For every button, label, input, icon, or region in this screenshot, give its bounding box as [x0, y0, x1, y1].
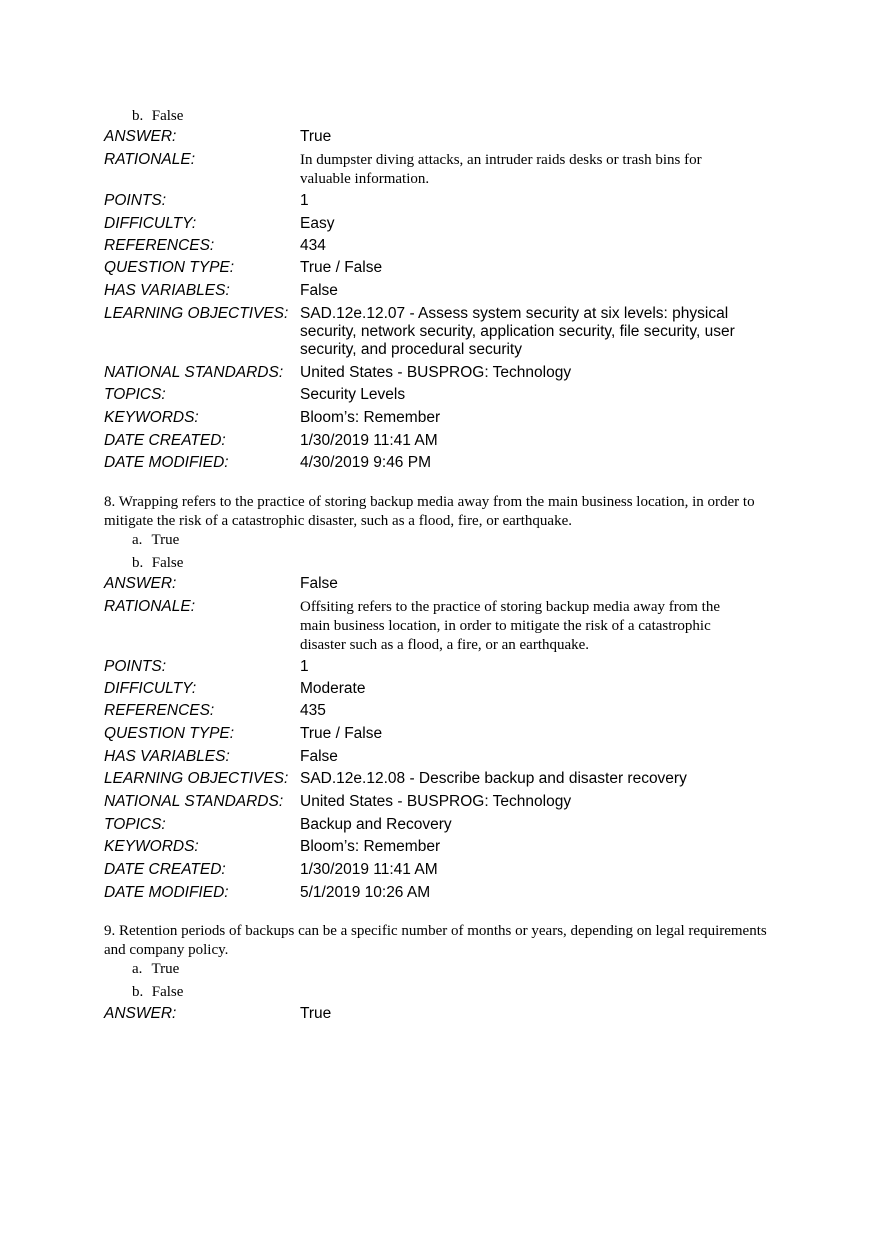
references-value: 434 [300, 237, 326, 254]
national-standards-value: United States - BUSPROG: Technology [300, 364, 572, 381]
keywords-label: KEYWORDS: [104, 409, 199, 426]
date-created-label: DATE CREATED: [104, 861, 226, 878]
keywords-value: Bloom’s: Remember [300, 409, 441, 426]
question-8-text: 8. Wrapping refers to the practice of storing backup media away from the main business location, in order to mitigate the risk of a catastrophic disaster, such as a flood, fire, or earthquake. [104, 494, 755, 529]
references-value: 435 [300, 702, 326, 719]
answer-value: True [300, 128, 332, 145]
points-label: POINTS: [104, 658, 167, 675]
difficulty-label: DIFFICULTY: [104, 215, 197, 232]
option-letter: b. [132, 555, 144, 571]
date-created-label: DATE CREATED: [104, 432, 226, 449]
date-modified-value: 5/1/2019 10:26 AM [300, 884, 431, 901]
date-modified-label: DATE MODIFIED: [104, 454, 229, 471]
answer-value: False [300, 575, 338, 592]
references-label: REFERENCES: [104, 237, 215, 254]
question-type-label: QUESTION TYPE: [104, 725, 235, 742]
has-variables-label: HAS VARIABLES: [104, 282, 230, 299]
has-variables-value: False [300, 282, 338, 299]
points-value: 1 [300, 658, 309, 675]
question-type-value: True / False [300, 725, 383, 742]
date-modified-label: DATE MODIFIED: [104, 884, 229, 901]
option-a [132, 960, 179, 978]
option-b [132, 983, 183, 1001]
option-text: False [151, 108, 184, 124]
date-created-value: 1/30/2019 11:41 AM [300, 432, 438, 449]
difficulty-label: DIFFICULTY: [104, 680, 197, 697]
question-type-label: QUESTION TYPE: [104, 259, 235, 276]
topics-value: Security Levels [300, 386, 406, 403]
national-standards-value: United States - BUSPROG: Technology [300, 793, 572, 810]
learning-objectives-value: SAD.12e.12.08 - Describe backup and disaster recovery [300, 770, 687, 787]
keywords-value: Bloom’s: Remember [300, 838, 441, 855]
option-text: False [151, 555, 184, 571]
date-modified-value: 4/30/2019 9:46 PM [300, 454, 431, 471]
date-created-value: 1/30/2019 11:41 AM [300, 861, 438, 878]
has-variables-value: False [300, 748, 338, 765]
answer-label: ANSWER: [104, 1005, 177, 1022]
national-standards-label: NATIONAL STANDARDS: [104, 364, 284, 381]
topics-label: TOPICS: [104, 386, 166, 403]
option-b [132, 554, 183, 572]
option-text: False [151, 984, 184, 1000]
points-label: POINTS: [104, 192, 167, 209]
keywords-label: KEYWORDS: [104, 838, 199, 855]
answer-label: ANSWER: [104, 575, 177, 592]
option-a [132, 531, 179, 549]
rationale-value: In dumpster diving attacks, an intruder raids desks or trash bins for valuable information. [300, 152, 702, 187]
learning-objectives-label: LEARNING OBJECTIVES: [104, 770, 289, 787]
has-variables-label: HAS VARIABLES: [104, 748, 230, 765]
option-letter: b. [132, 108, 144, 124]
topics-label: TOPICS: [104, 816, 166, 833]
option-letter: a. [132, 532, 143, 548]
answer-label: ANSWER: [104, 128, 177, 145]
rationale-value: Offsiting refers to the practice of storing backup media away from the main business location, in order to mitigate the risk of a catastrophic disaster such as a flood, a fire, or an earthquake. [300, 599, 720, 653]
rationale-label: RATIONALE: [104, 598, 196, 615]
question-9-text: 9. Retention periods of backups can be a specific number of months or years, depending on legal requirements and company policy. [104, 923, 767, 958]
question-type-value: True / False [300, 259, 383, 276]
national-standards-label: NATIONAL STANDARDS: [104, 793, 284, 810]
option-text: True [151, 961, 180, 977]
answer-value: True [300, 1005, 332, 1022]
option-b [132, 107, 183, 125]
learning-objectives-label: LEARNING OBJECTIVES: [104, 305, 289, 322]
points-value: 1 [300, 192, 309, 209]
difficulty-value: Moderate [300, 680, 366, 697]
rationale-label: RATIONALE: [104, 151, 196, 168]
option-letter: a. [132, 961, 143, 977]
option-letter: b. [132, 984, 144, 1000]
option-text: True [151, 532, 180, 548]
difficulty-value: Easy [300, 215, 335, 232]
learning-objectives-value: SAD.12e.12.07 - Assess system security at six levels: physical security, network security, application security, file security, user security, and procedural security [300, 305, 735, 358]
references-label: REFERENCES: [104, 702, 215, 719]
topics-value: Backup and Recovery [300, 816, 452, 833]
